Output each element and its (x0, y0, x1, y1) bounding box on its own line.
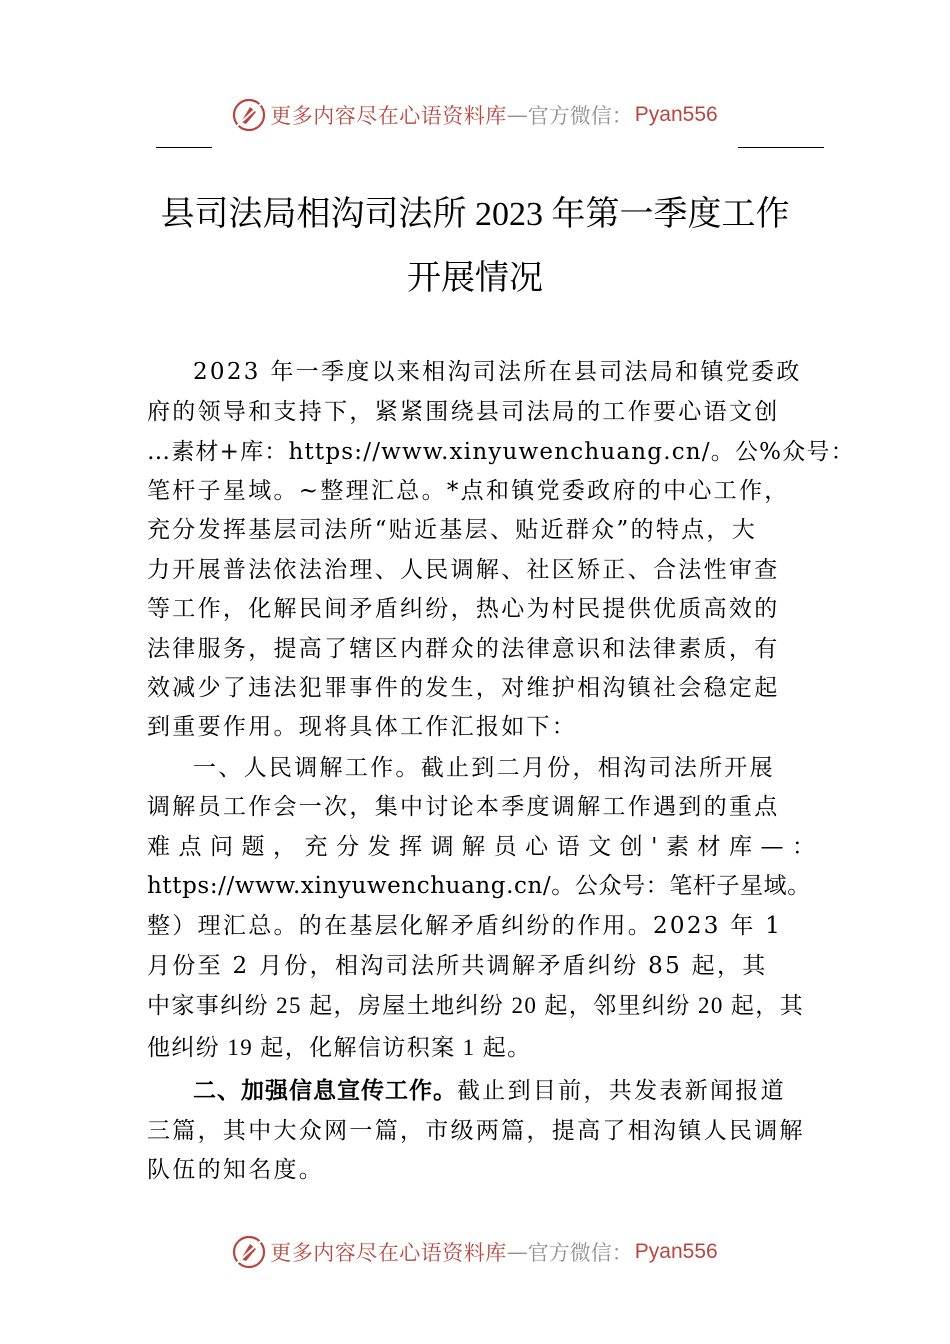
section-2-text: 截止到目前，共发表新闻报道 (457, 1078, 786, 1104)
body-line: 三篇，其中大众网一篇，市级两篇，提高了相沟镇人民调解 (147, 1118, 805, 1144)
header-watermark (0, 95, 950, 135)
body-line: 2023 年一季度以来相沟司法所在县司法局和镇党委政 (193, 359, 802, 385)
body-line: 他纠纷 19 起，化解信访积案 1 起。 (147, 1035, 532, 1060)
section-2-heading: 二、加强信息宣传工作。 (193, 1078, 457, 1104)
body-line: 整）理汇总。的在基层化解矛盾纠纷的作用。2023 年 1 (147, 913, 783, 939)
body-line: 到重要作用。现将具体工作汇报如下： (147, 714, 578, 740)
body-line: 笔杆子星域。~整理汇总。*点和镇党委政府的中心工作， (147, 478, 790, 504)
wechat-id: Pyan556 (634, 1240, 718, 1263)
body-line: 中家事纠纷 25 起，房屋土地纠纷 20 起，邻里纠纷 20 起，其 (147, 993, 805, 1018)
body-line: 队伍的知名度。 (147, 1157, 325, 1183)
body-line: 难 点 问 题 ， 充 分 发 挥 调 解 员 心 语 文 创 ' 素 材 库 — ： (147, 834, 816, 860)
promo-dash: — (506, 103, 528, 127)
header-rule-right (738, 147, 824, 148)
body-line: 法律服务，提高了辖区内群众的法律意识和法律素质，有 (147, 636, 780, 662)
promo-dash: — (506, 1240, 528, 1264)
wechat-label: 官方微信： (527, 104, 633, 128)
body-line: 府的领导和支持下，紧紧围绕县司法局的工作要心语文创 (147, 399, 780, 425)
body-line: 等工作，化解民间矛盾纠纷，热心为村民提供优质高效的 (147, 596, 780, 622)
footer-watermark (0, 1232, 950, 1272)
section-2-first-line (193, 1075, 786, 1107)
wechat-id: Pyan556 (634, 103, 718, 126)
document-title-line-2: 开展情况 (407, 260, 543, 297)
body-line: 调解员工作会一次，集中讨论本季度调解工作遇到的重点 (147, 794, 780, 820)
body-line: 力开展普法依法治理、人民调解、社区矫正、合法性审查 (147, 557, 780, 583)
promo-text: 更多内容尽在心语资料库 (270, 104, 507, 128)
logo-icon (232, 1235, 266, 1269)
logo-icon (232, 98, 266, 132)
body-line: …素材+库：https://www.xinyuwenchuang.cn/。公%众号： (147, 439, 855, 465)
body-line: 月份至 2 月份，相沟司法所共调解矛盾纠纷 85 起，其 (147, 953, 768, 979)
body-line: 效减少了违法犯罪事件的发生，对维护相沟镇社会稳定起 (147, 675, 780, 701)
body-line: 充分发挥基层司法所“贴近基层、贴近群众”的特点，大 (147, 517, 758, 543)
wechat-label: 官方微信： (527, 1241, 633, 1265)
header-rule-left (156, 147, 212, 148)
body-line: https://www.xinyuwenchuang.cn/。公众号：笔杆子星域。 (147, 873, 811, 899)
document-title-line-1: 县司法局相沟司法所 2023 年第一季度工作 (160, 196, 790, 233)
promo-text: 更多内容尽在心语资料库 (270, 1241, 507, 1265)
body-line: 一、人民调解工作。截止到二月份，相沟司法所开展 (193, 755, 775, 781)
